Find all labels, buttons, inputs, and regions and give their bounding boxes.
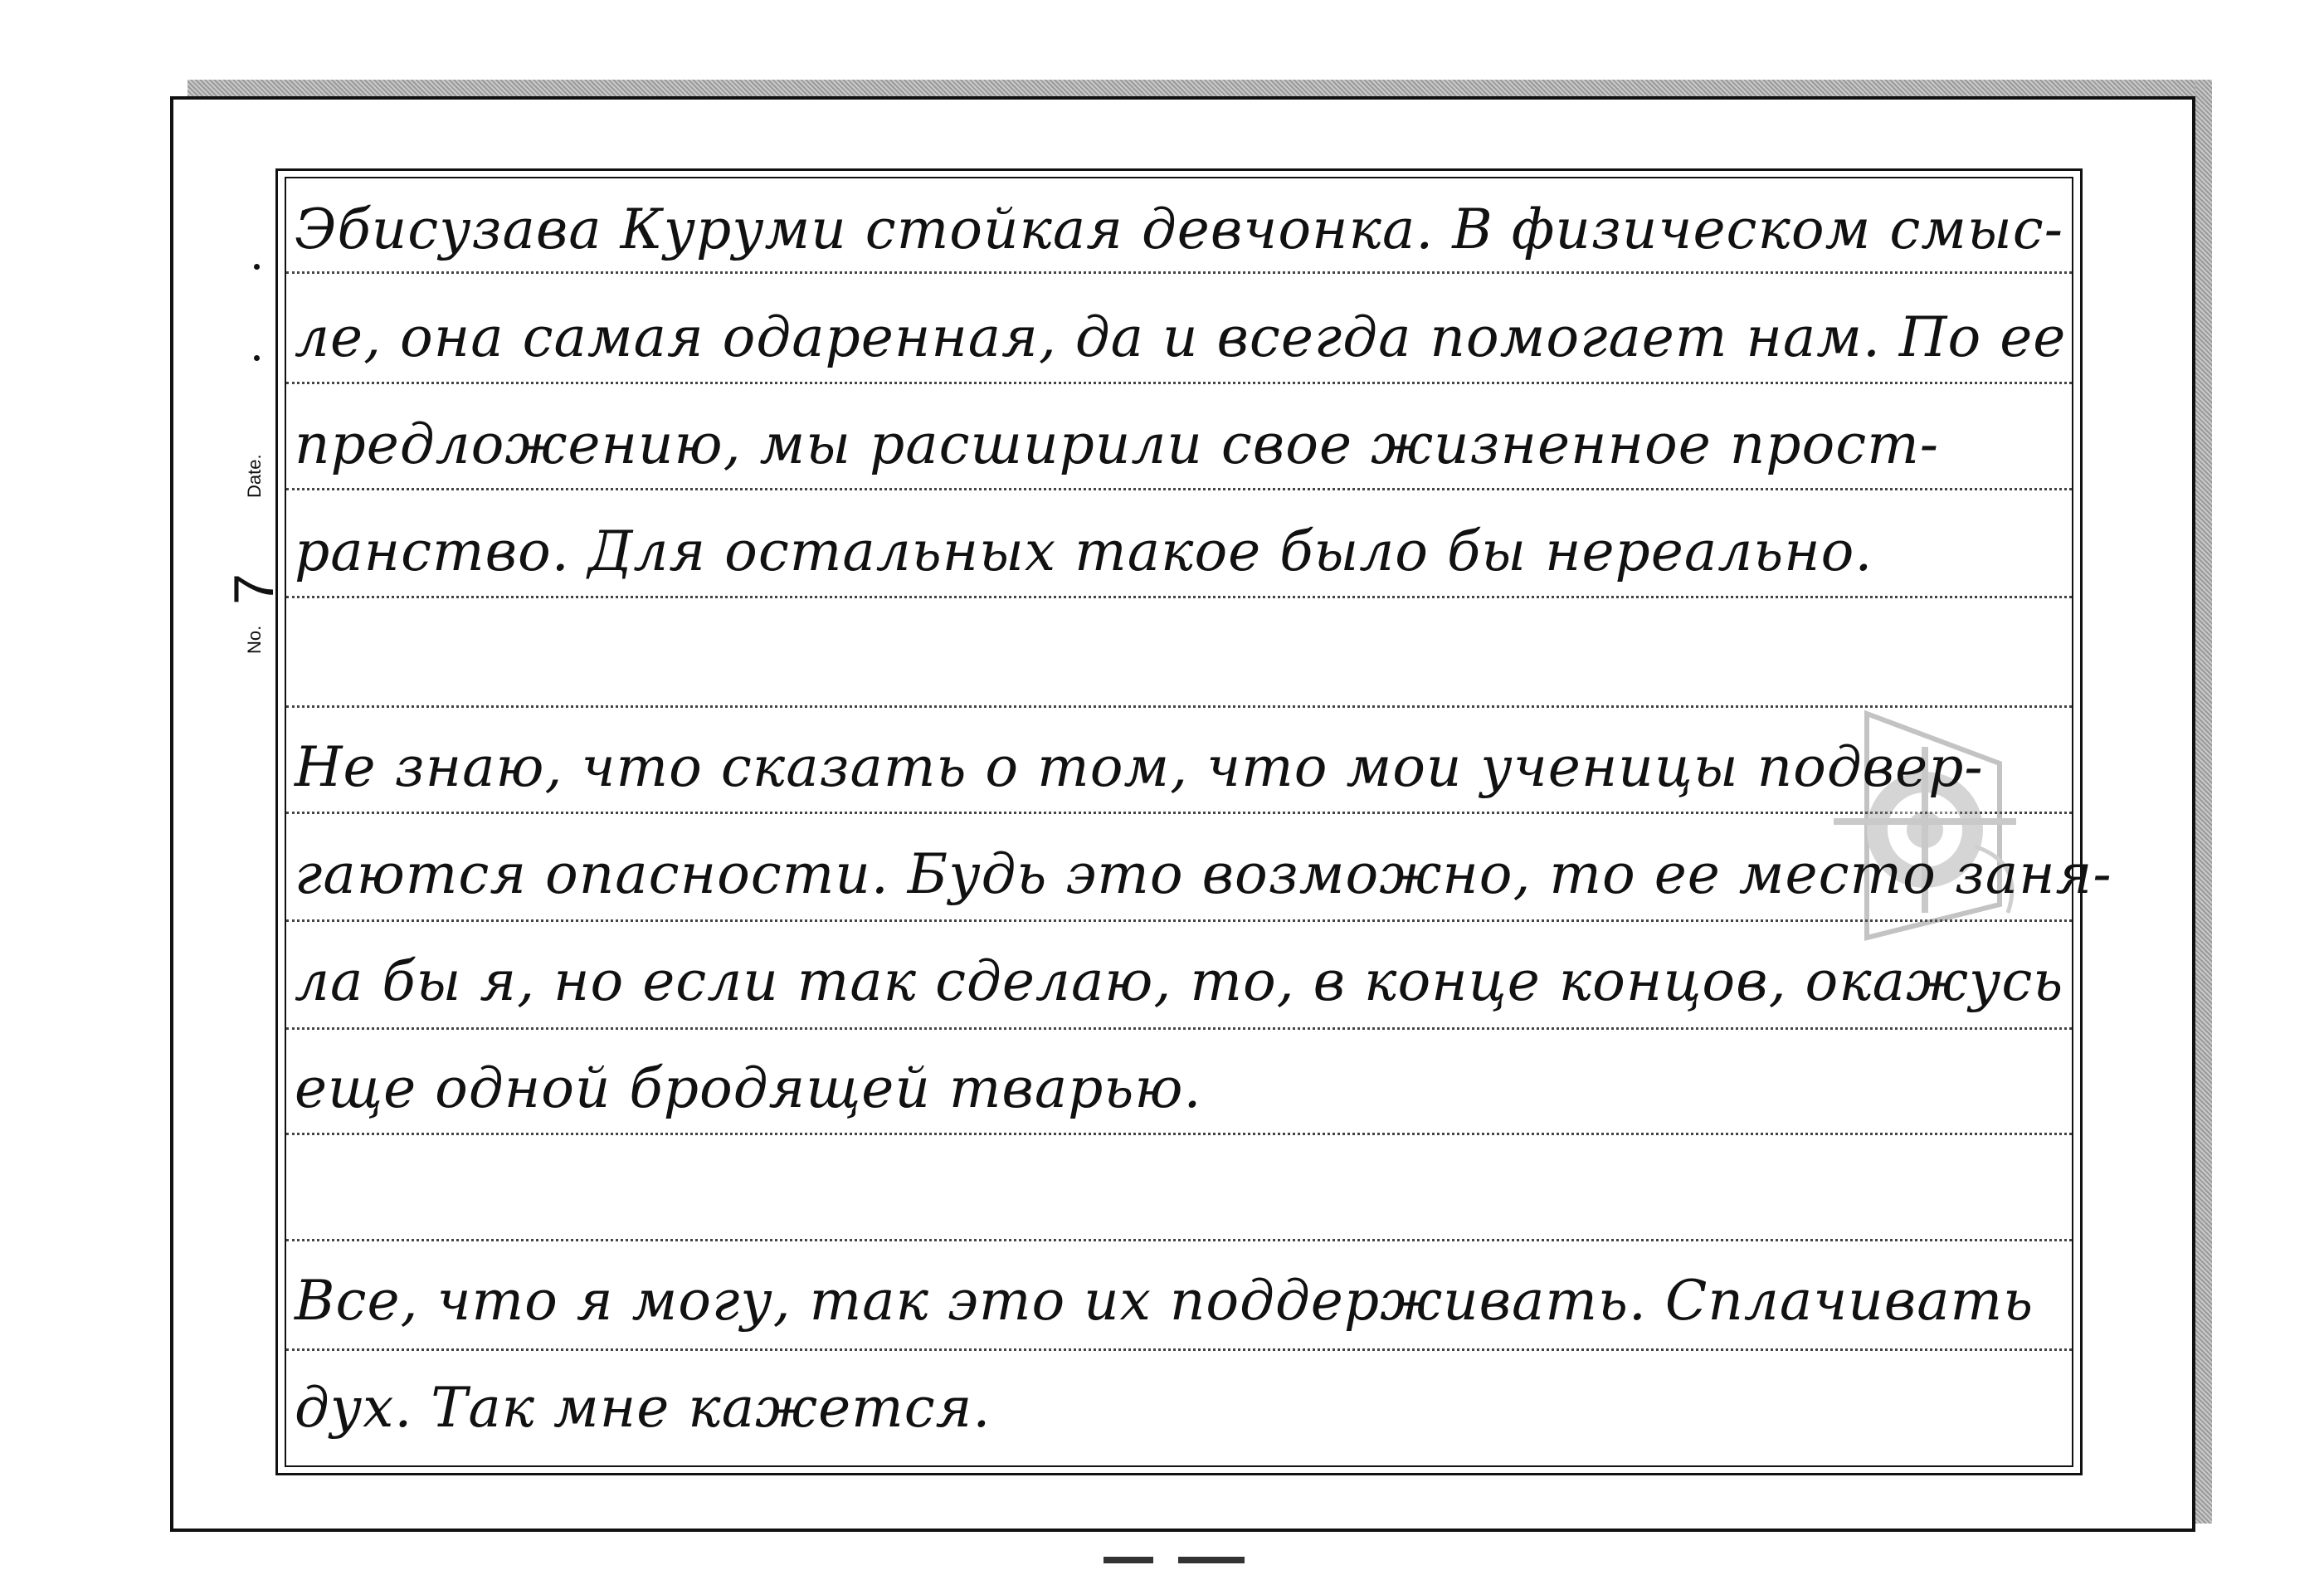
page-shadow-right xyxy=(2195,80,2212,1524)
text-line: предложению, мы расширили свое жизненное прост- xyxy=(295,412,1940,476)
date-label: Date. xyxy=(244,454,265,498)
text-line: гаются опасности. Будь это возможно, то ее место заня- xyxy=(295,842,2112,906)
ruled-line xyxy=(286,705,2072,708)
ruled-line xyxy=(286,1348,2072,1351)
text-line: Все, что я могу, так это их поддерживать. Сплачивать xyxy=(295,1269,2034,1333)
text-line: Не знаю, что сказать о том, что мои ученицы подвер- xyxy=(295,735,1984,799)
entry-number: 7 xyxy=(222,573,285,605)
bottom-edge-marks xyxy=(1104,1557,1253,1565)
ruled-line xyxy=(286,1027,2072,1030)
text-line: еще одной бродящей тварью. xyxy=(295,1056,1202,1120)
text-line: ла бы я, но если так сделаю, то, в конце концов, окажусь xyxy=(295,949,2064,1013)
date-dot xyxy=(254,355,260,361)
text-line: ле, она самая одаренная, да и всегда помогает нам. По ее xyxy=(295,305,2067,369)
text-line: дух. Так мне кажется. xyxy=(295,1376,991,1440)
page-shadow-top xyxy=(188,80,2195,96)
text-line xyxy=(295,1151,2070,1242)
text-line: Эбисузава Куруми стойкая девчонка. В физическом смыс- xyxy=(295,197,2064,261)
date-dot xyxy=(254,264,260,270)
number-label: No. xyxy=(244,625,265,654)
text-line xyxy=(295,614,2070,705)
text-line: ранство. Для остальных такое было бы нереально. xyxy=(295,519,1873,583)
